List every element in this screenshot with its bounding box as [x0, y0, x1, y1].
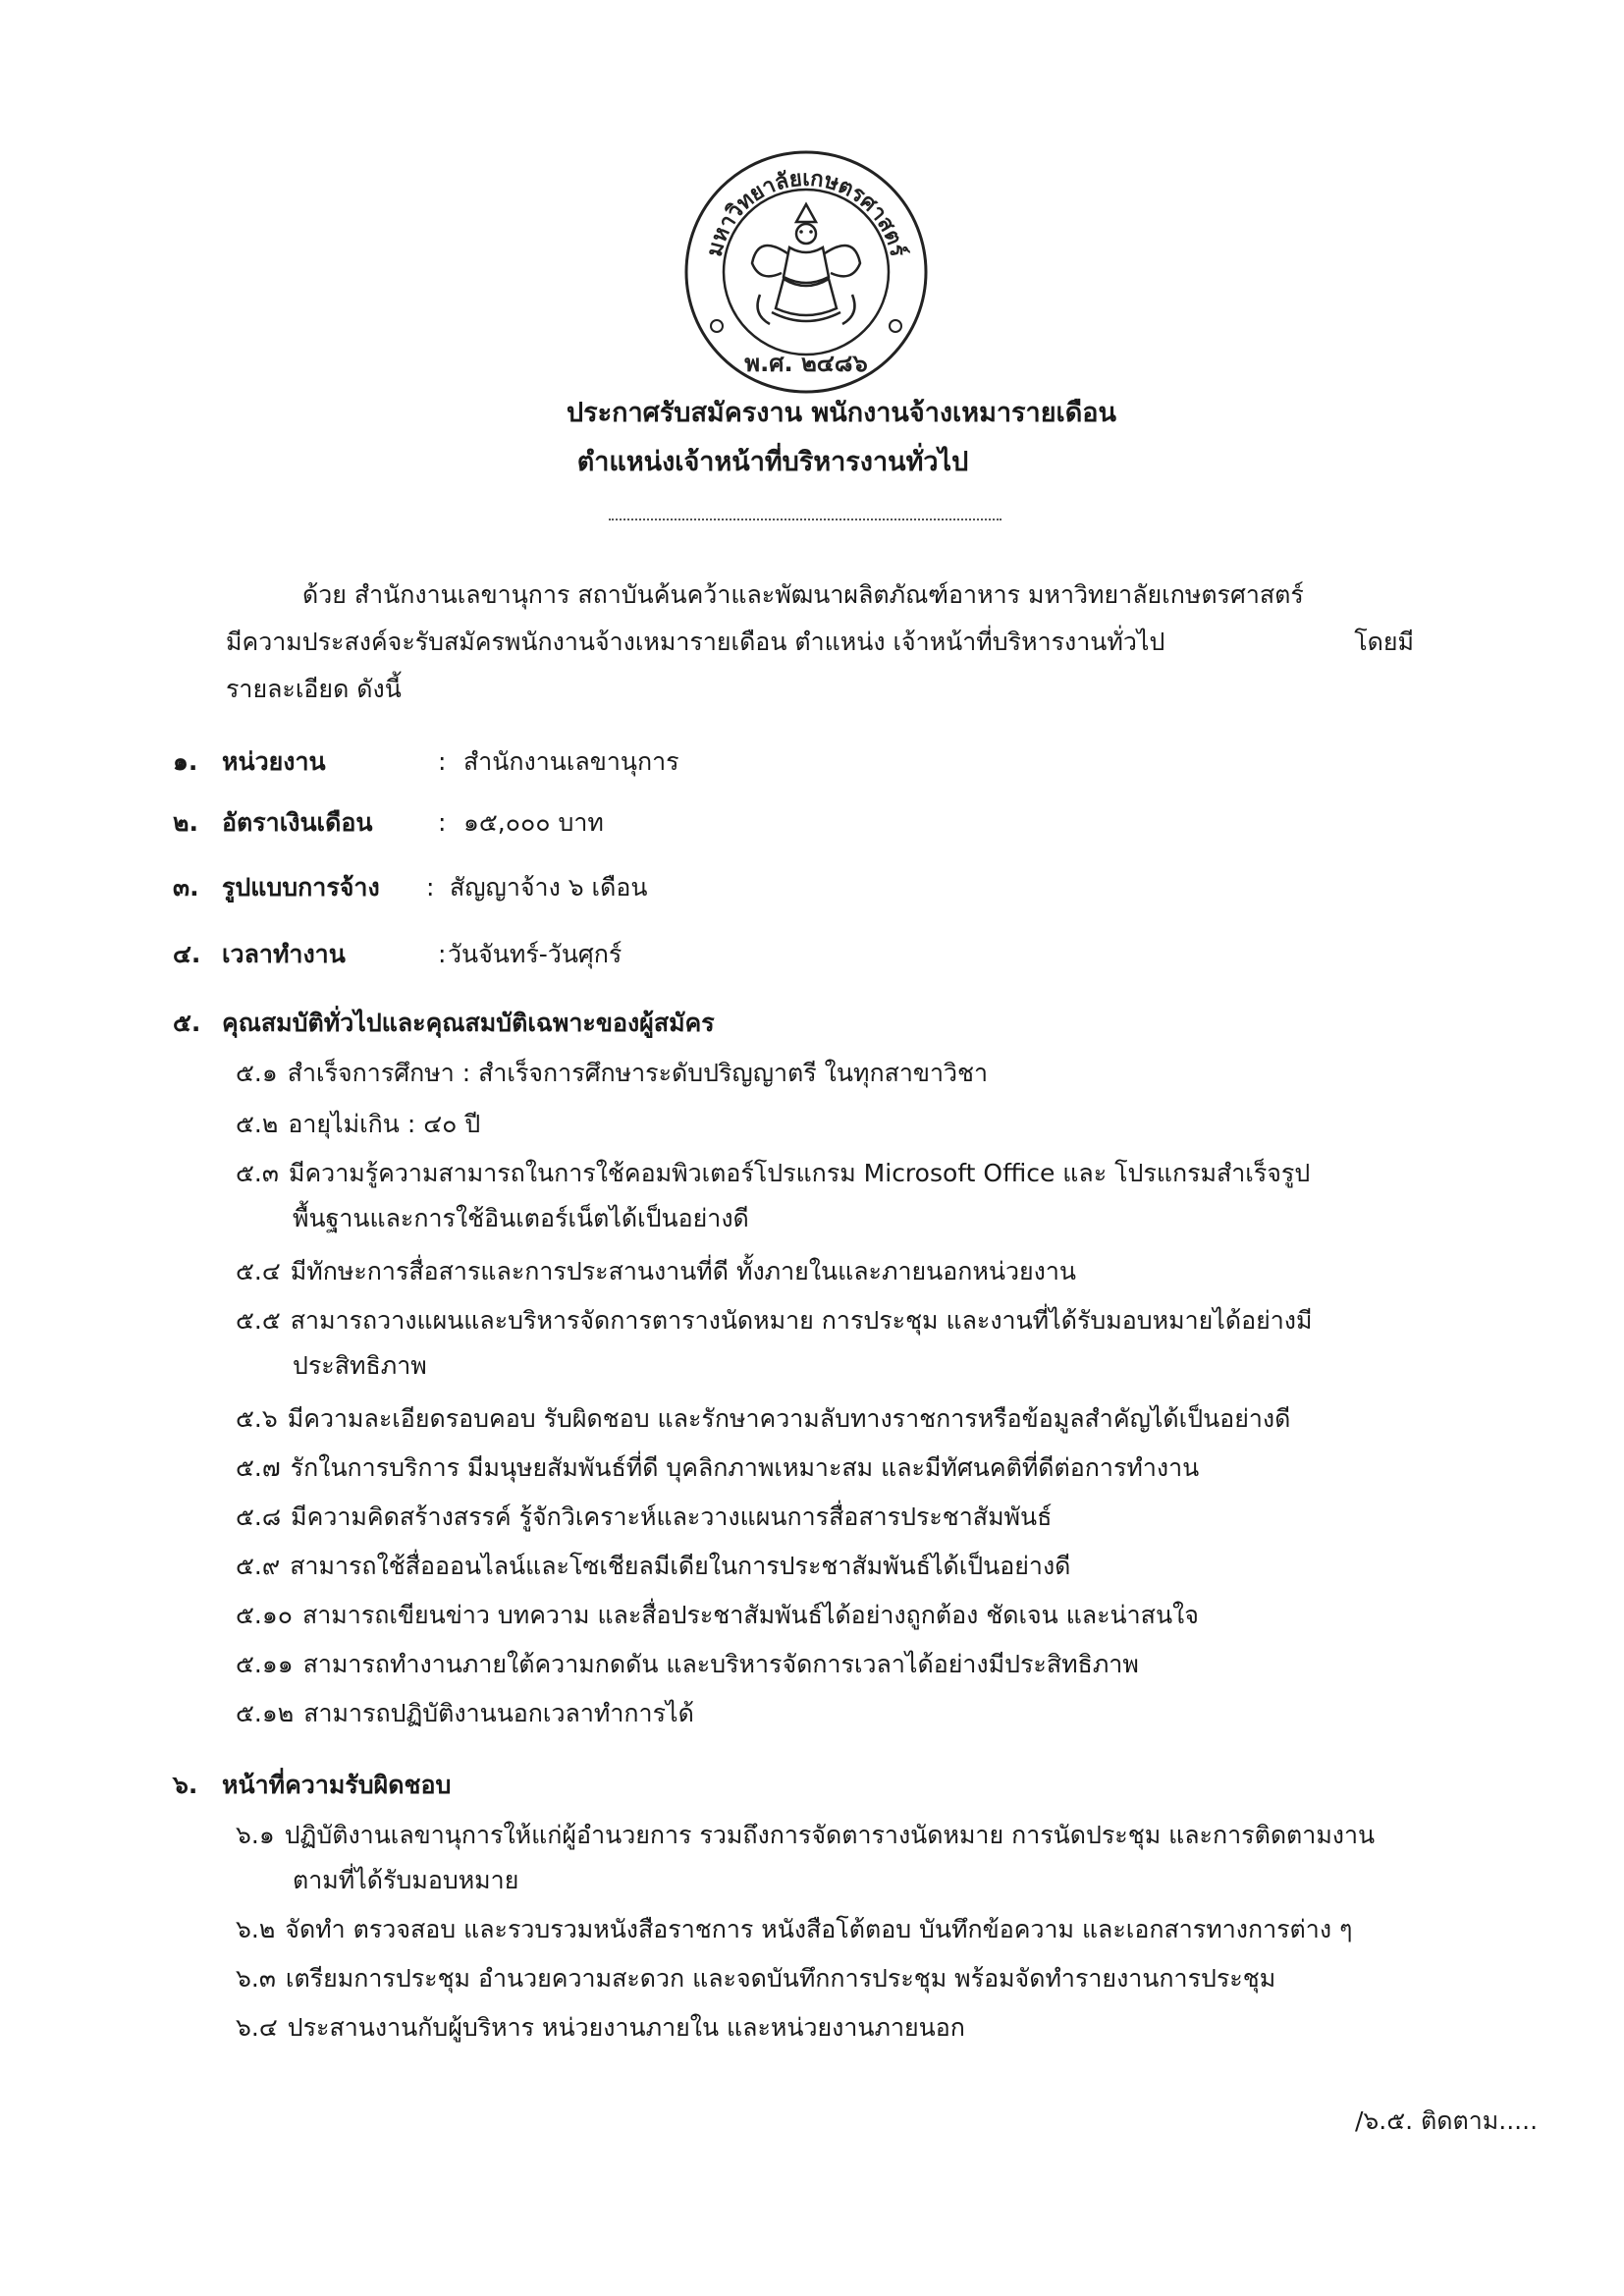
field-salary — [173, 803, 604, 843]
section-title: คุณสมบัติทั่วไปและคุณสมบัติเฉพาะของผู้สมัคร — [222, 1009, 715, 1037]
item-number: ๖.๓ — [236, 1964, 276, 1993]
list-item — [236, 1907, 1352, 1952]
list-item — [236, 1813, 1375, 1903]
item-number: ๕.๑๐ — [236, 1601, 293, 1629]
intro-paragraph — [226, 572, 1414, 713]
item-number: ๕.๑๑ — [236, 1650, 294, 1678]
field-value: วันจันทร์-วันศุกร์ — [448, 940, 623, 968]
field-value: สัญญาจ้าง ๖ เดือน — [450, 873, 648, 902]
item-number: ๕.๖ — [236, 1404, 278, 1433]
item-text: ประสานงานกับผู้บริหาร หน่วยงานภายใน และหน่วยงานภายนอก — [287, 2013, 965, 2042]
field-separator: : — [426, 873, 435, 902]
intro-line-3: รายละเอียด ดังนี้ — [226, 675, 402, 703]
item-number: ๖.๒ — [236, 1915, 276, 1943]
list-item — [236, 1151, 1310, 1241]
item-text: มีความรู้ความสามารถในการใช้คอมพิวเตอร์โปรแกรม Microsoft Office และ โปรแกรมสำเร็จรูป — [288, 1159, 1311, 1187]
field-label: หน่วยงาน — [222, 747, 326, 776]
field-label: อัตราเงินเดือน — [222, 808, 373, 837]
item-text-continued: ตามที่ได้รับมอบหมาย — [293, 1866, 519, 1894]
item-text: สามารถวางแผนและบริหารจัดการตารางนัดหมาย การประชุม และงานที่ได้รับมอบหมายได้อย่างมี — [290, 1306, 1313, 1335]
item-text: สามารถทำงานภายใต้ความกดดัน และบริหารจัดการเวลาได้อย่างมีประสิทธิภาพ — [302, 1650, 1139, 1678]
section-title: หน้าที่ความรับผิดชอบ — [222, 1771, 452, 1799]
field-value: ๑๕,๐๐๐ บาท — [463, 808, 604, 837]
item-text: จัดทำ ตรวจสอบ และรวบรวมหนังสือราชการ หนังสือโต้ตอบ บันทึกข้อความ และเอกสารทางการต่าง ๆ — [285, 1915, 1353, 1943]
intro-line-1: ด้วย สำนักงานเลขานุการ สถาบันค้นคว้าและพัฒนาผลิตภัณฑ์อาหาร มหาวิทยาลัยเกษตรศาสตร์ — [302, 580, 1304, 609]
list-item — [236, 1691, 694, 1736]
item-text-continued: พื้นฐานและการใช้อินเตอร์เน็ตได้เป็นอย่างดี — [293, 1204, 749, 1232]
list-item — [236, 1446, 1199, 1491]
item-number: ๕.๑๒ — [236, 1699, 295, 1727]
list-item — [236, 2005, 965, 2050]
field-separator: : — [438, 747, 447, 776]
section-number: ๕. — [173, 1009, 201, 1037]
field-department — [173, 742, 679, 782]
item-text-continued: ประสิทธิภาพ — [293, 1351, 427, 1380]
item-number: ๕.๑ — [236, 1059, 278, 1087]
item-number: ๖.๔ — [236, 2013, 278, 2042]
university-seal-logo — [681, 147, 931, 397]
position-title: ตำแหน่งเจ้าหน้าที่บริหารงานทั่วไป — [576, 447, 969, 477]
field-number: ๒. — [173, 808, 198, 837]
list-item — [236, 1051, 988, 1096]
list-item — [236, 1102, 480, 1147]
list-item — [236, 1544, 1070, 1589]
continued-note: /๖.๕. ติดตาม..... — [1355, 2106, 1539, 2135]
item-number: ๖.๑ — [236, 1821, 275, 1849]
field-number: ๔. — [173, 940, 201, 968]
field-employment-type — [173, 868, 648, 907]
field-separator: : — [438, 940, 447, 968]
list-item — [236, 1593, 1199, 1638]
field-label: เวลาทำงาน — [222, 940, 346, 968]
list-item — [236, 1642, 1139, 1687]
section-number: ๖. — [173, 1771, 198, 1799]
item-text: สำเร็จการศึกษา : สำเร็จการศึกษาระดับปริญญาตรี ในทุกสาขาวิชา — [287, 1059, 989, 1087]
section-5-heading — [173, 1004, 715, 1043]
list-item — [236, 1396, 1290, 1442]
item-number: ๕.๙ — [236, 1552, 281, 1580]
dotted-divider — [609, 519, 1001, 520]
item-number: ๕.๕ — [236, 1306, 281, 1335]
intro-line-2 — [226, 619, 1414, 666]
item-number: ๕.๔ — [236, 1257, 281, 1285]
list-item — [236, 1249, 1076, 1294]
item-text: ปฏิบัติงานเลขานุการให้แก่ผู้อำนวยการ รวมถึงการจัดตารางนัดหมาย การนัดประชุม และการติดตามงาน — [284, 1821, 1376, 1849]
svg-text:มหาวิทยาลัยเกษตรศาสตร์: มหาวิทยาลัยเกษตรศาสตร์ — [702, 166, 910, 259]
item-text: รักในการบริการ มีมนุษยสัมพันธ์ที่ดี บุคลิกภาพเหมาะสม และมีทัศนคติที่ดีต่อการทำงาน — [290, 1453, 1200, 1482]
item-number: ๕.๗ — [236, 1453, 281, 1482]
item-text: สามารถปฏิบัติงานนอกเวลาทำการได้ — [303, 1699, 694, 1727]
item-number: ๕.๘ — [236, 1503, 282, 1531]
item-text: อายุไม่เกิน : ๔๐ ปี — [288, 1110, 481, 1138]
intro-line-2-text: มีความประสงค์จะรับสมัครพนักงานจ้างเหมารายเดือน ตำแหน่ง เจ้าหน้าที่บริหารงานทั่วไป — [226, 628, 1165, 656]
item-number: ๕.๒ — [236, 1110, 279, 1138]
list-item — [236, 1298, 1312, 1389]
field-label: รูปแบบการจ้าง — [222, 873, 380, 902]
item-text: มีความคิดสร้างสรรค์ รู้จักวิเคราะห์และวางแผนการสื่อสารประชาสัมพันธ์ — [291, 1503, 1053, 1531]
field-number: ๑. — [173, 747, 198, 776]
intro-line-2-end: โดยมี — [1354, 628, 1414, 656]
field-working-time — [173, 935, 623, 974]
section-6-heading — [173, 1766, 451, 1805]
list-item — [236, 1956, 1275, 2001]
field-value: สำนักงานเลขานุการ — [463, 747, 679, 776]
list-item — [236, 1495, 1052, 1540]
field-number: ๓. — [173, 873, 199, 902]
item-text: มีความละเอียดรอบคอบ รับผิดชอบ และรักษาความลับทางราชการหรือข้อมูลสำคัญได้เป็นอย่างดี — [287, 1404, 1291, 1433]
item-text: เตรียมการประชุม อำนวยความสะดวก และจดบันทึกการประชุม พร้อมจัดทำรายงานการประชุม — [285, 1964, 1276, 1993]
svg-text:พ.ศ. ๒๔๘๖: พ.ศ. ๒๔๘๖ — [744, 350, 868, 377]
item-text: สามารถเขียนข่าว บทความ และสื่อประชาสัมพันธ์ได้อย่างถูกต้อง ชัดเจน และน่าสนใจ — [302, 1601, 1199, 1629]
item-text: สามารถใช้สื่อออนไลน์และโซเชียลมีเดียในการประชาสัมพันธ์ได้เป็นอย่างดี — [290, 1552, 1071, 1580]
announcement-title: ประกาศรับสมัครงาน พนักงานจ้างเหมารายเดือน — [567, 398, 1116, 428]
item-number: ๕.๓ — [236, 1159, 279, 1187]
field-separator: : — [438, 808, 447, 837]
item-text: มีทักษะการสื่อสารและการประสานงานที่ดี ทั้งภายในและภายนอกหน่วยงาน — [290, 1257, 1076, 1285]
